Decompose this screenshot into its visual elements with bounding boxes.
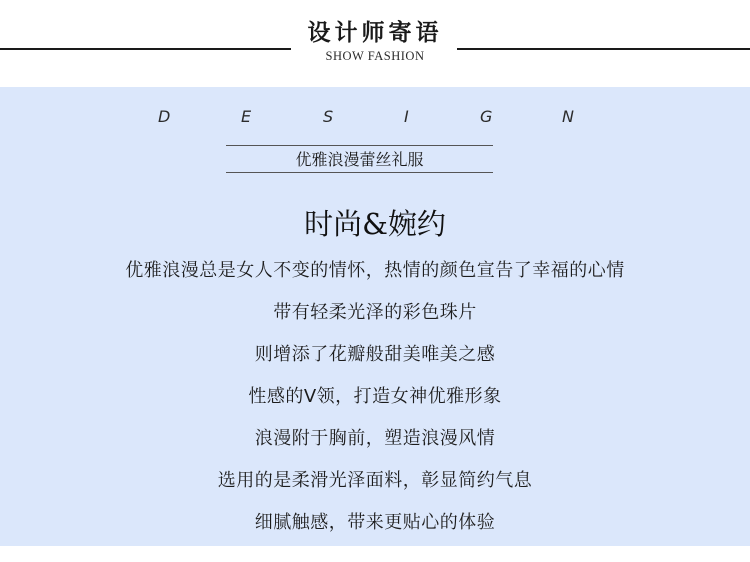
header [0,0,750,86]
design-letter: I [404,107,409,126]
design-letter: E [241,107,252,126]
description-line: 浪漫附于胸前，塑造浪漫风情 [254,428,496,449]
design-letter: S [323,107,334,126]
header-title: 设计师寄语 [307,20,443,46]
description-line: 选用的是柔滑光泽面料，彰显简约气息 [217,470,533,491]
description-line: 则增添了花瓣般甜美唯美之感 [254,344,496,365]
panel-subtitle: 优雅浪漫蕾丝礼服 [295,150,424,169]
design-letter: G [480,107,493,126]
subtitle-rule-bottom [226,172,493,173]
description-line: 细腻触感，带来更贴心的体验 [254,512,496,533]
panel-title: 时尚&婉约 [304,207,446,241]
description-line: 性感的V领，打造女神优雅形象 [248,386,502,407]
design-letter: D [158,107,171,126]
header-subtitle: SHOW FASHION [325,49,425,63]
design-letter: N [562,107,574,126]
design-letters [0,107,750,131]
description-line: 带有轻柔光泽的彩色珠片 [273,302,477,323]
description-line: 优雅浪漫总是女人不变的情怀，热情的颜色宣告了幸福的心情 [125,260,625,281]
subtitle-rule-top [226,145,493,146]
